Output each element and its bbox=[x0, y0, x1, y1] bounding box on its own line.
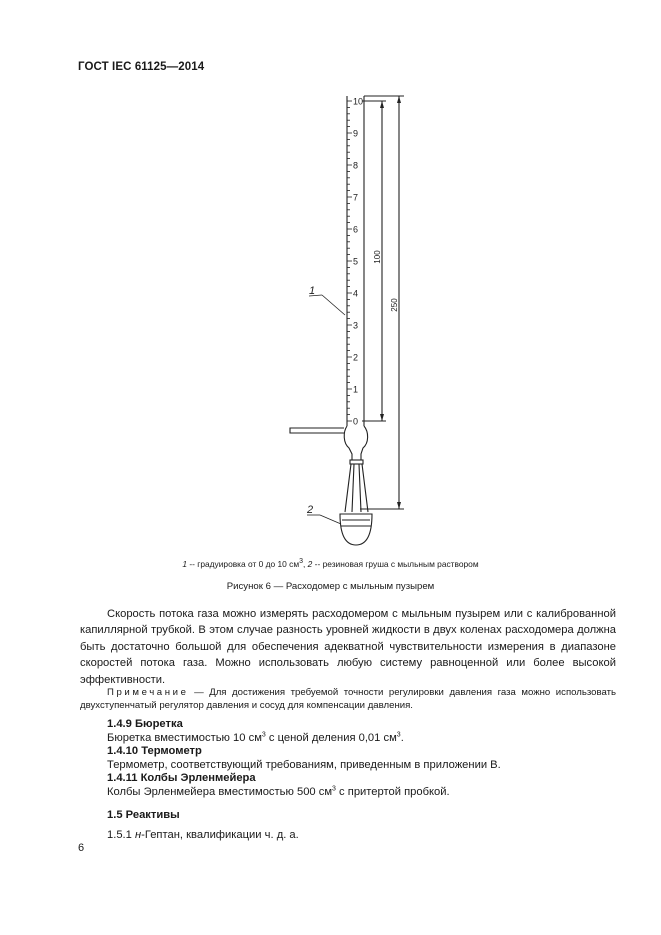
document-header: ГОСТ IEC 61125—2014 bbox=[78, 61, 205, 73]
scale-label: 6 bbox=[353, 224, 359, 235]
scale-label: 0 bbox=[353, 416, 359, 427]
figure-caption: Рисунок 6 — Расходомер с мыльным пузырем bbox=[226, 581, 435, 592]
scale-label: 10 bbox=[353, 96, 364, 107]
s149-c: . bbox=[400, 732, 404, 744]
scale-label: 8 bbox=[353, 160, 359, 171]
section-1-5-title: 1.5 Реактивы bbox=[107, 809, 180, 821]
s151-italic: н bbox=[135, 829, 142, 841]
s1411-a: Колбы Эрленмейера вместимостью 500 см bbox=[107, 786, 333, 798]
s149-sup-b: 3 bbox=[396, 731, 401, 739]
legend-2-text: -- резиновая груша с мыльным раствором bbox=[312, 559, 479, 569]
rubber-bulb bbox=[340, 514, 372, 545]
s149-b: с ценой деления 0,01 см bbox=[265, 732, 397, 744]
rubber-left-outer bbox=[345, 464, 351, 512]
section-1-4-9-title: 1.4.9 Бюретка bbox=[107, 718, 183, 730]
section-1-4-11-text bbox=[107, 785, 450, 799]
legend-1-number: 1 bbox=[182, 559, 188, 569]
section-1-4-9-text bbox=[107, 731, 404, 745]
bulb-right bbox=[361, 426, 368, 460]
rubber-right-outer bbox=[362, 464, 368, 512]
section-1-4-10-title: 1.4.10 Термометр bbox=[107, 745, 202, 757]
scale-label: 3 bbox=[353, 320, 359, 331]
section-1-4-11-title: 1.4.11 Колбы Эрленмейера bbox=[107, 772, 256, 784]
callout-1-leader bbox=[322, 295, 345, 315]
figure-legend: 1 -- градуировка от 0 до 10 $см^3$, 2 -- резиновая груша с мыльным раствором bbox=[182, 558, 479, 569]
callout-2-leader bbox=[320, 515, 341, 524]
legend-1-text: -- градуировка от 0 до 10 см bbox=[187, 559, 300, 569]
scale-label: 4 bbox=[353, 288, 359, 299]
callout-2-label: 2 bbox=[307, 504, 314, 516]
s151-num: 1.5.1 bbox=[107, 829, 135, 841]
scale-label: 9 bbox=[353, 128, 359, 139]
s151-text: -Гептан, квалификации ч. д. а. bbox=[141, 829, 299, 841]
section-1-4-10-text: Термометр, соответствующий требованиям, приведенным в приложении В. bbox=[107, 759, 501, 771]
scale-label: 5 bbox=[353, 256, 359, 267]
dimension-250-label: 250 bbox=[390, 298, 399, 312]
callout-1-label: 1 bbox=[309, 285, 316, 297]
page-number: 6 bbox=[78, 842, 85, 854]
legend-1-sup: 3 bbox=[299, 558, 304, 566]
s149-sup-a: 3 bbox=[261, 731, 266, 739]
s1411-b: с притертой пробкой. bbox=[335, 786, 450, 798]
body-paragraph: Скорость потока газа можно измерять расходомером с мыльным пузырем или с калиброванной капиллярной трубкой. В этом случае разность уровней жидкости в двух коленах расходомера должна быть достаточно большой для обеспечения адекватной чувствительности измерения в диапазоне скоростей потока газа. Можно использовать любую систему равноценной или более высокой эффективности. bbox=[80, 608, 616, 686]
s149-a: Бюретка вместимостью 10 см bbox=[107, 732, 262, 744]
note-text: — Для достижения требуемой точности регулировки давления газа можно использовать двухступенчатый регулятор давления и сосуд для компенсации давления. bbox=[80, 687, 616, 712]
legend-2-number: 2 bbox=[307, 559, 313, 569]
scale-label: 2 bbox=[353, 352, 359, 363]
scale-ticks bbox=[347, 101, 352, 421]
note bbox=[80, 686, 616, 712]
note-label: Примечание bbox=[107, 687, 189, 698]
dimension-100-label: 100 bbox=[373, 250, 382, 264]
side-arm bbox=[290, 428, 344, 433]
s1411-sup: 3 bbox=[332, 785, 336, 793]
section-1-5-1-text bbox=[107, 828, 299, 842]
scale-label: 7 bbox=[353, 192, 359, 203]
bulb-left bbox=[344, 426, 352, 460]
rubber-tube-top bbox=[350, 460, 363, 464]
scale-label: 1 bbox=[353, 384, 359, 395]
